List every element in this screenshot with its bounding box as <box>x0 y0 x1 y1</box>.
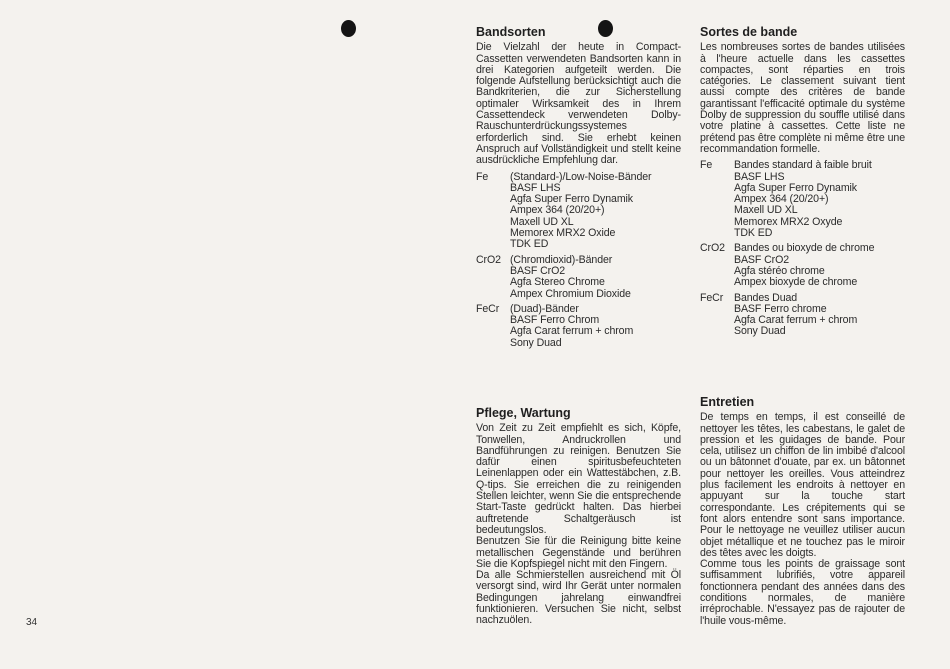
section-title: Bandsorten <box>476 25 546 39</box>
tape-item: (Standard-)/Low-Noise-Bänder <box>510 170 652 183</box>
tape-item: Bandes ou bioxyde de chrome <box>734 242 875 255</box>
tape-item: BASF Ferro chrome <box>734 302 827 315</box>
section-bandsorten <box>476 27 681 353</box>
tape-item: Ampex 364 (20/20+) <box>510 204 605 217</box>
tape-item: Agfa Stereo Chrome <box>510 276 605 289</box>
tape-item: BASF LHS <box>734 170 785 183</box>
body-paragraph: De temps en temps, il est conseillé de nettoyer les têtes, les cabestans, le galet de pression et les guidages de bande. Pour cela, utilisez un chiffon de lin imbibé d'alcool ou un bâtonnet d'ouate, par ex. un bâtonnet pour nettoyer les oreilles. Vous atteindrez plus facilement les endroits à nettoyer en appuyant sur la touche start correspondante. Les crépitements qui se font alors entendre sont sans importance. Pour le nettoyage ne veuillez utiliser aucun objet métallique et ne touchez pas le miroir des têtes avec les doigts. <box>700 411 905 559</box>
section-title: Sortes de bande <box>700 25 798 39</box>
tape-item: TDK ED <box>510 238 549 251</box>
tape-item: Maxell UD XL <box>510 215 574 228</box>
intro-paragraph: Die Vielzahl der heute in Compact-Cassetten verwendeten Bandsorten kann in drei Kategorien aufgeteilt werden. Die folgende Aufstellung berücksichtigt auch die Bandkriterien, die zur Sicherstellung optimaler Wirksamkeit des in Ihrem Cassettendeck verwendeten Dolby-Rauschunterdrückungssystemes erforderlich sind. Sie erhebt keinen Anspruch auf Vollständigkeit und stellt keine ausdrückliche Empfehlung dar. <box>476 41 681 167</box>
section-title: Entretien <box>700 395 755 409</box>
tape-item: BASF CrO2 <box>734 253 790 266</box>
tape-item: (Duad)-Bänder <box>510 302 579 315</box>
section-sortes-de-bande <box>700 27 905 342</box>
body-paragraph: Von Zeit zu Zeit empfiehlt es sich, Köpfe, Tonwellen, Andruckrollen und Bandführungen zu reinigen. Benutzen Sie dafür einen spiritusbefeuchteten Leinenlappen oder ein Wattestäbchen, z.B. Q-tips. Sie erreichen die zu reinigenden Stellen leichter, wenn Sie die entsprechende Start-Taste gedrückt halten. Das hierbei auftretende Schaltgeräusch ist bedeutungslos. <box>476 422 681 536</box>
section-pflege-wartung <box>476 408 681 627</box>
tape-group-fe <box>476 172 681 251</box>
tape-item: Ampex bioxyde de chrome <box>734 276 858 289</box>
tape-code: CrO2 <box>476 253 501 266</box>
tape-type-list <box>700 160 905 337</box>
tape-group-fecr <box>700 293 905 338</box>
tape-item: Agfa stéréo chrome <box>734 264 825 277</box>
tape-item: TDK ED <box>734 227 773 240</box>
tape-code: FeCr <box>476 302 500 315</box>
tape-item: Agfa Carat ferrum + chrom <box>734 314 858 327</box>
tape-item: Memorex MRX2 Oxyde <box>734 215 843 228</box>
tape-item: Agfa Super Ferro Dynamik <box>734 181 858 194</box>
tape-item: Sony Duad <box>734 325 786 338</box>
body-paragraph: Benutzen Sie für die Reinigung bitte keine metallischen Gegenstände und berühren Sie die Kopfspiegel nicht mit den Fingern. <box>476 535 681 570</box>
tape-item: BASF LHS <box>510 181 561 194</box>
tape-code: Fe <box>700 159 713 172</box>
tape-group-fecr <box>476 304 681 349</box>
section-title: Pflege, Wartung <box>476 406 571 420</box>
tape-code: CrO2 <box>700 242 725 255</box>
tape-item: Memorex MRX2 Oxide <box>510 227 616 240</box>
tape-item: Bandes Duad <box>734 291 798 304</box>
tape-code: Fe <box>476 170 489 183</box>
tape-item: Maxell UD XL <box>734 204 798 217</box>
intro-paragraph: Les nombreuses sortes de bandes utilisées à l'heure actuelle dans les cassettes compactes, sont réparties en trois catégories. Le classement suivant tient aussi compte des critères de bande garantissant l'efficacité optimale du système Dolby de suppression du souffle utilisé dans votre platine à cassettes. Cette liste ne prétend pas être complète ni même être une recommandation formelle. <box>700 41 905 155</box>
tape-item: BASF CrO2 <box>510 264 566 277</box>
section-entretien <box>700 397 905 627</box>
tape-item: Ampex 364 (20/20+) <box>734 193 829 206</box>
binding-hole-left <box>341 20 356 37</box>
tape-item: Bandes standard à faible bruit <box>734 159 872 172</box>
tape-code: FeCr <box>700 291 724 304</box>
body-paragraph: Comme tous les points de graissage sont suffisamment lubrifiés, votre appareil fonctionnera pendant des années dans des conditions normales, de manière irréprochable. N'essayez pas de rajouter de l'huile vous-même. <box>700 558 905 627</box>
tape-item: Sony Duad <box>510 336 562 349</box>
page-number: 34 <box>26 617 38 628</box>
tape-item: Agfa Carat ferrum + chrom <box>510 325 634 338</box>
body-paragraph: Da alle Schmierstellen ausreichend mit Öl versorgt sind, wird Ihr Gerät unter normalen Bedingungen jahrelang einwandfrei funktionieren. Versuchen Sie nicht, selbst nachzuölen. <box>476 569 681 627</box>
tape-item: Agfa Super Ferro Dynamik <box>510 193 634 206</box>
tape-group-cro2 <box>476 255 681 300</box>
tape-item: (Chromdioxid)-Bänder <box>510 253 613 266</box>
tape-type-list <box>476 172 681 349</box>
tape-item: BASF Ferro Chrom <box>510 314 600 327</box>
tape-group-fe <box>700 160 905 239</box>
tape-item: Ampex Chromium Dioxide <box>510 287 631 300</box>
tape-group-cro2 <box>700 243 905 288</box>
